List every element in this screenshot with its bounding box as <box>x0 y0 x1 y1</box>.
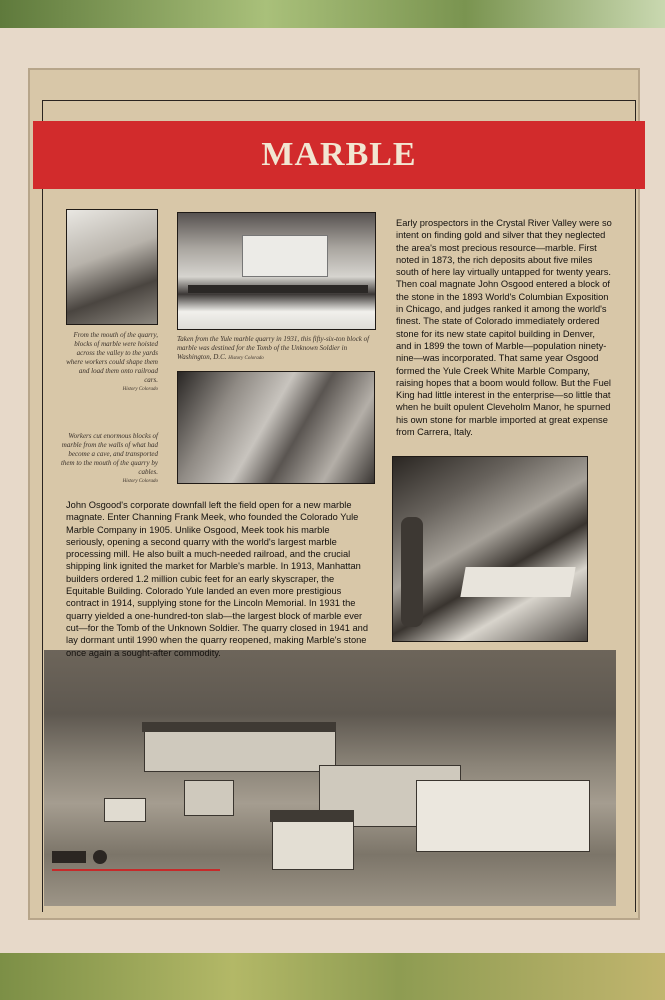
paragraph-osgood-downfall: John Osgood's corporate downfall left the field open for a new marble magnate. Enter Channing Frank Meek, who founded the Colorado Yule Marble Company in 1905. Unlike Osgood, Meek took his marble seriously, opening a second quarry with the world's largest marble processing mill. He also built a much-needed railroad, and the crucial shipping link ignited the market for Marble's marble. In 1913, Manhattan builders ordered 1.2 million cubic feet for an early skyscraper, the Equitable Building. Colorado Yule landed an even more prestigious contract in 1914, supplying stone for the Lincoln Memorial. In 1931 the quarry yielded a one-hundred-ton slab—the largest block of marble ever cut—for the Tomb of the Unknown Soldier. The quarry closed in 1941 and lay dormant until 1990 when the quarry reopened, making Marble's stone once again a sought-after commodity. <box>66 500 368 658</box>
paragraph-early-prospectors: Early prospectors in the Crystal River Valley were so intent on finding gold and silver that they neglected the area's most precious resource—marble. First noted in 1873, the rich deposits about five miles south of here lay virtually untapped for twenty years. Then coal magnate John Osgood entered a block of the stone in the 1893 World's Columbian Exposition in Chicago, and judges ranked it among the world's finest. The state of Colorado immediately ordered stone for its new state capitol building in Denver, and in 1899 the town of Marble—population ninety-nine—was incorporated. That same year Osgood formed the Yule Creek White Marble Company, raising hopes that a boom would follow. But the Fuel King had little interest in the enterprise—so little that when he built opulent Cleveholm Manor, he spurned his own stone for marble imported at great expense from Carrera, Italy. <box>396 218 612 438</box>
quarry-interior-photo <box>177 371 375 484</box>
caption-credit: History Colorado <box>122 479 158 484</box>
sign-title: MARBLE <box>261 136 417 173</box>
caption-yule-block: Taken from the Yule marble quarry in 1931, this fifty-six-ton block of marble was destined for the Tomb of the Unknown Soldier in Washington, D.C. History Colorado <box>177 335 370 361</box>
marble-block-railcar-photo <box>177 212 376 330</box>
history-colorado-logo <box>52 848 112 866</box>
caption-credit: History Colorado <box>228 356 264 361</box>
grass-foreground <box>0 945 665 1000</box>
town-of-marble-panorama <box>44 650 616 906</box>
logo-rule <box>52 869 220 871</box>
marble-mill-workers-photo <box>392 456 588 642</box>
caption-quarry-mouth: From the mouth of the quarry, blocks of marble were hoisted across the valley to the yards where workers could shape them and load them onto railroad cars. History Colorado <box>66 331 158 392</box>
caption-credit: History Colorado <box>122 387 158 392</box>
quarry-cable-photo <box>66 209 158 325</box>
caption-workers-cut: Workers cut enormous blocks of marble from the walls of what had become a cave, and transported them to the mouth of the quarry by cables. History Colorado <box>60 432 158 484</box>
